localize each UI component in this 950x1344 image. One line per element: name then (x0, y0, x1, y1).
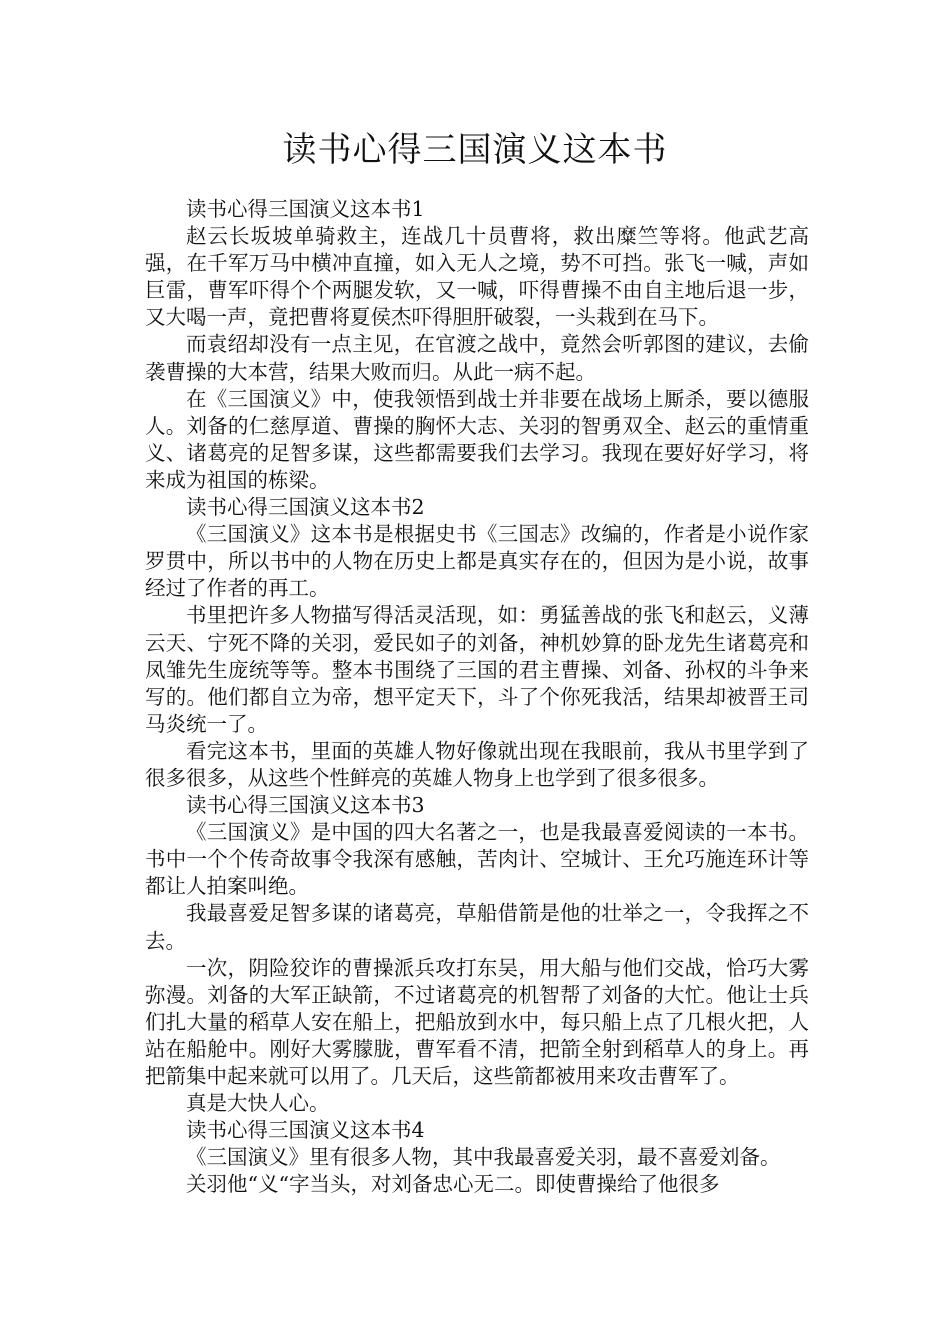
section-heading-4: 读书心得三国演义这本书4 (186, 1118, 425, 1143)
paragraph: 而袁绍却没有一点主见，在官渡之战中，竟然会听郭图的建议，去偷袭曹操的大本营，结果大败而归。从此一病不起。 (145, 332, 809, 384)
paragraph: 《三国演义》里有很多人物，其中我最喜爱关羽，最不喜爱刘备。 (186, 1145, 781, 1170)
paragraph: 赵云长坂坡单骑救主，连战几十员曹将，救出糜竺等将。他武艺高强，在千军万马中横冲直撞，如入无人之境，势不可挡。张飞一喊，声如巨雷，曹军吓得个个两腿发软，又一喊，吓得曹操不由自主地后退一步，又大喝一声，竟把曹将夏侯杰吓得胆肝破裂，一头栽到在马下。 (145, 224, 809, 330)
paragraph: 一次，阴险狡诈的曹操派兵攻打东吴，用大船与他们交战，恰巧大雾弥漫。刘备的大军正缺箭，不过诸葛亮的机智帮了刘备的大忙。他让士兵们扎大量的稻草人安在船上，把船放到水中，每只船上点了几根火把，人站在船舱中。刚好大雾朦胧，曹军看不清，把箭全射到稻草人的身上。再把箭集中起来就可以用了。几天后，这些箭都被用来攻击曹军了。 (145, 955, 809, 1088)
paragraph: 《三国演义》这本书是根据史书《三国志》改编的，作者是小说作家罗贯中，所以书中的人物在历史上都是真实存在的，但因为是小说，故事经过了作者的再工。 (145, 522, 809, 601)
section-heading-2: 读书心得三国演义这本书2 (186, 495, 425, 520)
paragraph: 书里把许多人物描写得活灵活现，如：勇猛善战的张飞和赵云，义薄云天、宁死不降的关羽，爱民如子的刘备，神机妙算的卧龙先生诸葛亮和凤雏先生庞统等等。整本书围绕了三国的君主曹操、刘备、孙权的斗争来写的。他们都自立为帝，想平定天下，斗了个你死我活，结果却被晋王司马炎统一了。 (145, 603, 809, 736)
paragraph: 《三国演义》是中国的四大名著之一，也是我最喜爱阅读的一本书。书中一个个传奇故事令我深有感触，苦肉计、空城计、王允巧施连环计等都让人拍案叫绝。 (145, 820, 809, 899)
paragraph: 在《三国演义》中，使我领悟到战士并非要在战场上厮杀，要以德服人。刘备的仁慈厚道、曹操的胸怀大志、关羽的智勇双全、赵云的重情重义、诸葛亮的足智多谋，这些都需要我们去学习。我现在要好好学习，将来成为祖国的栋梁。 (145, 386, 809, 492)
paragraph: 看完这本书，里面的英雄人物好像就出现在我眼前，我从书里学到了很多很多，从这些个性鲜亮的英雄人物身上也学到了很多很多。 (145, 738, 809, 790)
section-heading-3: 读书心得三国演义这本书3 (186, 793, 425, 818)
document-body (145, 196, 809, 1198)
paragraph: 真是大快人心。 (186, 1091, 330, 1116)
section-heading-1: 读书心得三国演义这本书1 (186, 197, 425, 221)
document-title: 读书心得三国演义这本书 (282, 130, 668, 170)
paragraph: 关羽他“义“字当头，对刘备忠心无二。即使曹操给了他很多 (186, 1172, 720, 1197)
paragraph: 我最喜爱足智多谋的诸葛亮，草船借箭是他的壮举之一，令我挥之不去。 (145, 901, 809, 953)
